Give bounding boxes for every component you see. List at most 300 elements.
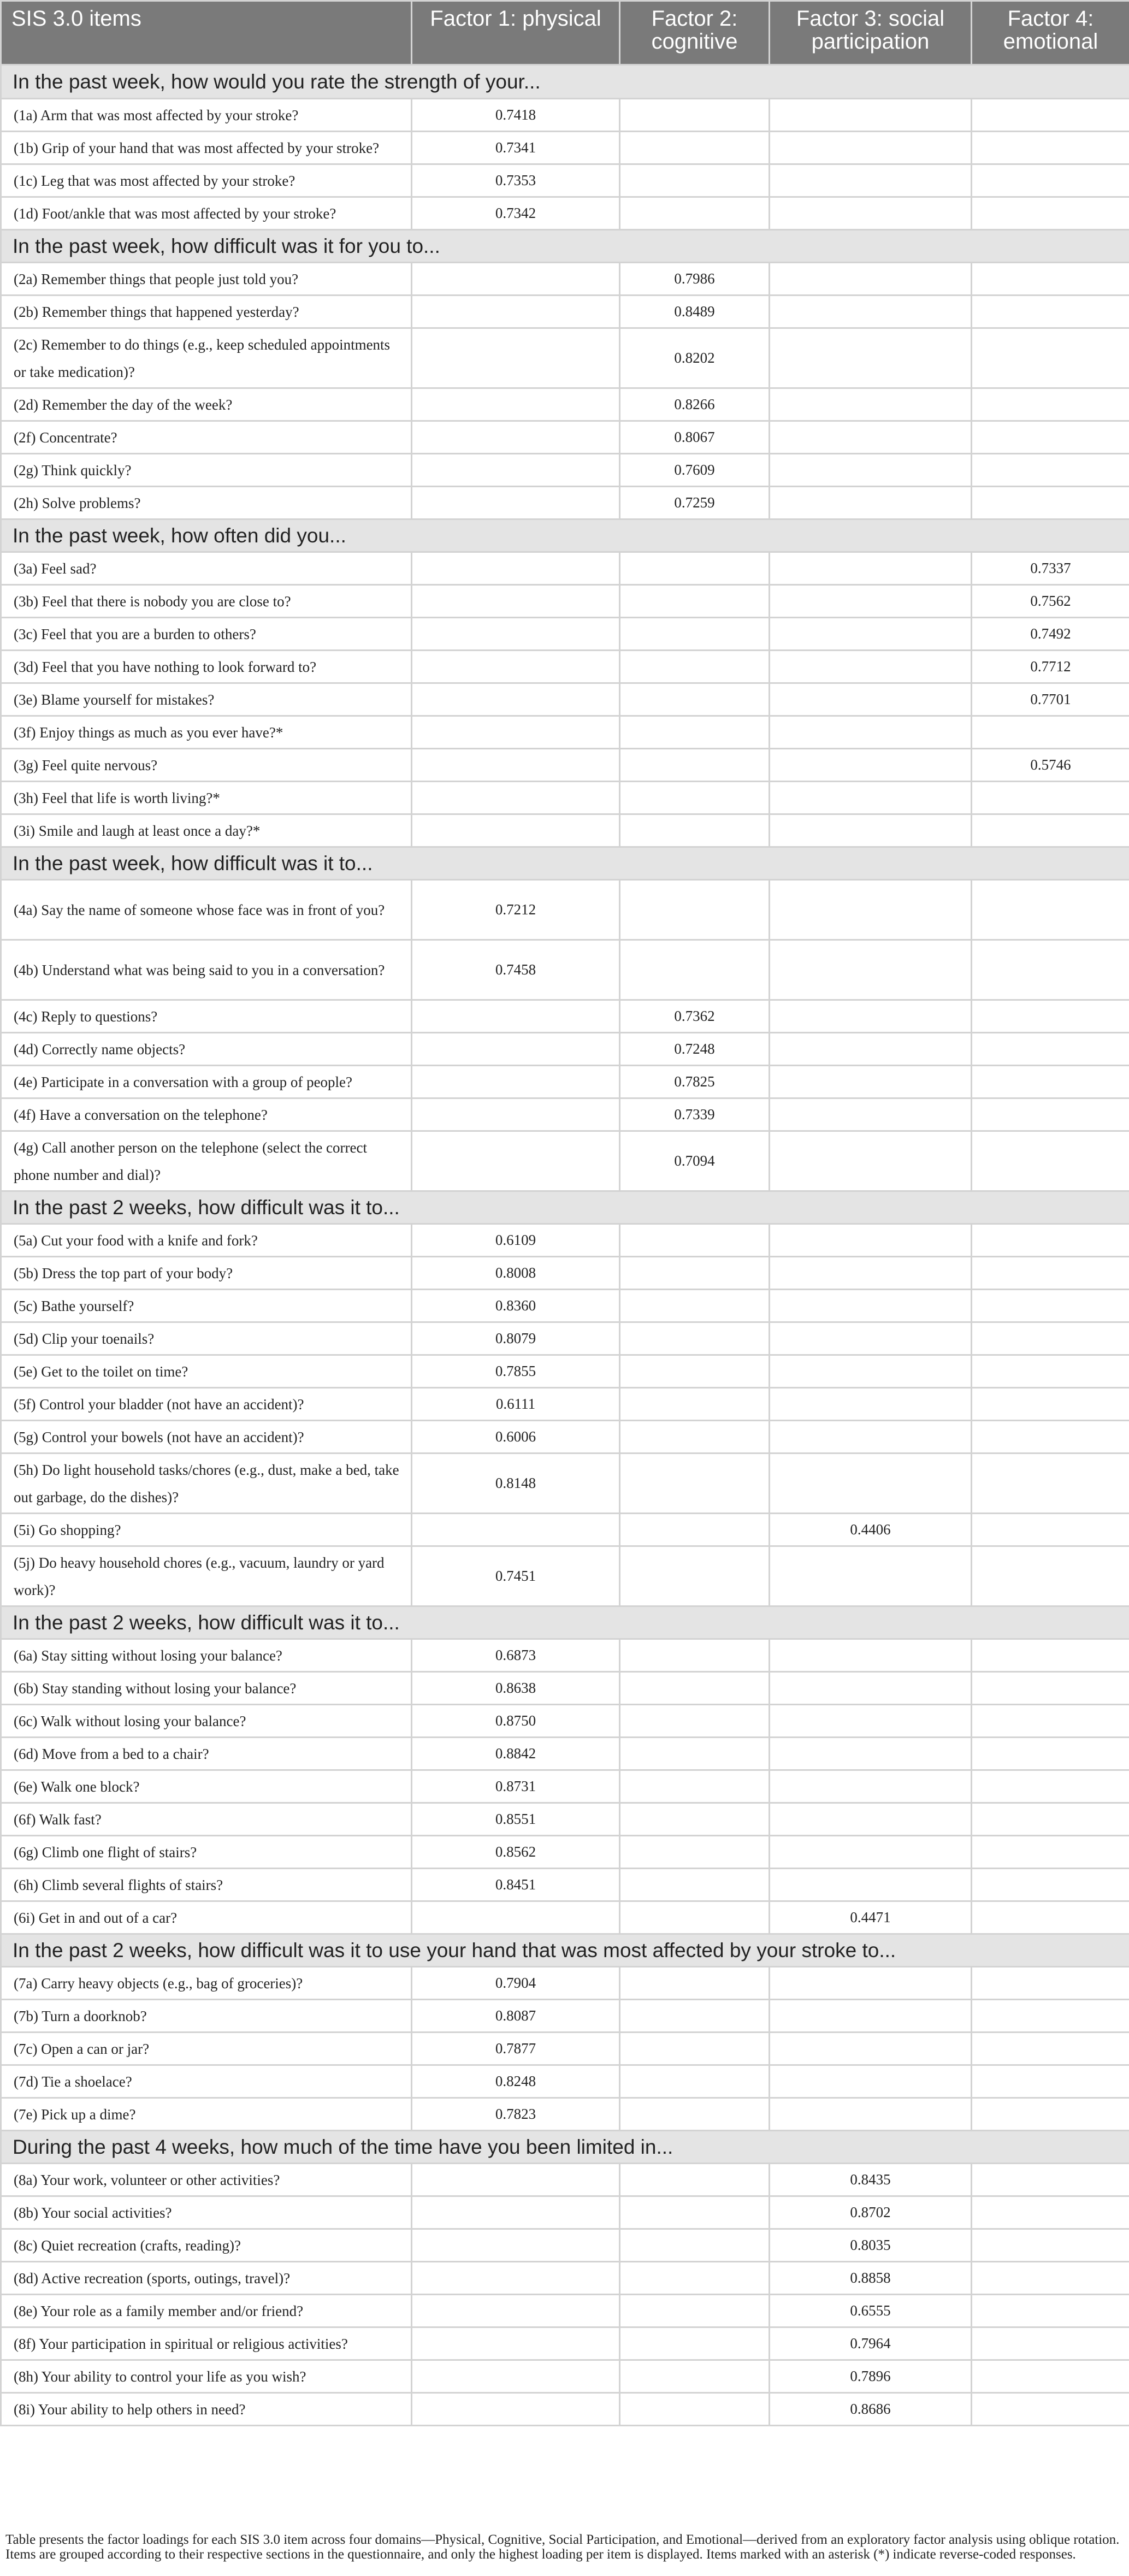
factor-4-loading bbox=[972, 388, 1129, 421]
table-row bbox=[1, 2229, 1129, 2262]
factor-4-loading bbox=[972, 814, 1129, 847]
factor-3-loading bbox=[770, 2098, 972, 2131]
factor-1-loading bbox=[412, 1098, 620, 1131]
factor-3-loading bbox=[770, 1672, 972, 1705]
factor-1-loading: 0.7855 bbox=[412, 1355, 620, 1388]
factor-3-loading bbox=[770, 99, 972, 132]
table-row bbox=[1, 1514, 1129, 1546]
table-row bbox=[1, 1639, 1129, 1672]
factor-4-loading bbox=[972, 328, 1129, 388]
factor-4-loading bbox=[972, 2164, 1129, 2196]
factor-3-loading bbox=[770, 683, 972, 716]
factor-4-loading bbox=[972, 2196, 1129, 2229]
section-heading-row bbox=[1, 1606, 1129, 1639]
table-row bbox=[1, 1803, 1129, 1836]
item-text: (3h) Feel that life is worth living?* bbox=[1, 782, 412, 814]
item-text: (8i) Your ability to help others in need? bbox=[1, 2393, 412, 2426]
factor-3-loading bbox=[770, 487, 972, 519]
factor-2-loading bbox=[620, 2098, 770, 2131]
table-row bbox=[1, 683, 1129, 716]
factor-2-loading bbox=[620, 1355, 770, 1388]
factor-4-loading bbox=[972, 263, 1129, 296]
table-row bbox=[1, 880, 1129, 940]
factor-1-loading bbox=[412, 1000, 620, 1033]
item-text: (7d) Tie a shoelace? bbox=[1, 2065, 412, 2098]
factor-1-loading bbox=[412, 1131, 620, 1191]
factor-1-loading bbox=[412, 454, 620, 487]
factor-2-loading bbox=[620, 2327, 770, 2360]
table-row bbox=[1, 2360, 1129, 2393]
factor-4-loading bbox=[972, 2229, 1129, 2262]
factor-3-loading bbox=[770, 1705, 972, 1738]
factor-2-loading: 0.8067 bbox=[620, 421, 770, 454]
factor-2-loading bbox=[620, 782, 770, 814]
factor-4-loading bbox=[972, 132, 1129, 164]
item-text: (3f) Enjoy things as much as you ever have?* bbox=[1, 716, 412, 749]
factor-3-loading bbox=[770, 2033, 972, 2065]
item-text: (5i) Go shopping? bbox=[1, 1514, 412, 1546]
item-text: (8a) Your work, volunteer or other activities? bbox=[1, 2164, 412, 2196]
section-heading: In the past week, how difficult was it to... bbox=[1, 847, 1129, 880]
item-text: (5a) Cut your food with a knife and fork? bbox=[1, 1224, 412, 1257]
factor-1-loading bbox=[412, 749, 620, 782]
item-text: (3b) Feel that there is nobody you are close to? bbox=[1, 585, 412, 618]
factor-4-loading bbox=[972, 1290, 1129, 1322]
table-row bbox=[1, 585, 1129, 618]
factor-3-loading bbox=[770, 716, 972, 749]
factor-1-loading bbox=[412, 2196, 620, 2229]
table-row bbox=[1, 197, 1129, 230]
item-text: (5f) Control your bladder (not have an accident)? bbox=[1, 1388, 412, 1421]
column-header-factor-4: Factor 4: emotional bbox=[972, 1, 1129, 65]
factor-3-loading bbox=[770, 1098, 972, 1131]
factor-2-loading bbox=[620, 1257, 770, 1290]
item-text: (8e) Your role as a family member and/or friend? bbox=[1, 2295, 412, 2327]
factor-1-loading: 0.7904 bbox=[412, 1967, 620, 2000]
section-heading: In the past 2 weeks, how difficult was it to... bbox=[1, 1191, 1129, 1224]
factor-1-loading bbox=[412, 1066, 620, 1098]
section-heading-row bbox=[1, 1191, 1129, 1224]
factor-3-loading: 0.8686 bbox=[770, 2393, 972, 2426]
factor-4-loading bbox=[972, 1770, 1129, 1803]
factor-1-loading bbox=[412, 2393, 620, 2426]
factor-4-loading bbox=[972, 487, 1129, 519]
factor-3-loading bbox=[770, 1322, 972, 1355]
factor-1-loading: 0.8087 bbox=[412, 2000, 620, 2033]
table-row bbox=[1, 388, 1129, 421]
factor-2-loading bbox=[620, 1738, 770, 1770]
factor-2-loading bbox=[620, 1388, 770, 1421]
factor-1-loading: 0.8551 bbox=[412, 1803, 620, 1836]
factor-1-loading: 0.7353 bbox=[412, 164, 620, 197]
factor-2-loading: 0.7259 bbox=[620, 487, 770, 519]
table-row bbox=[1, 1967, 1129, 2000]
factor-3-loading bbox=[770, 585, 972, 618]
factor-4-loading: 0.7492 bbox=[972, 618, 1129, 651]
factor-2-loading bbox=[620, 1836, 770, 1869]
factor-2-loading bbox=[620, 585, 770, 618]
table-row bbox=[1, 2033, 1129, 2065]
factor-2-loading bbox=[620, 1454, 770, 1514]
factor-4-loading: 0.7701 bbox=[972, 683, 1129, 716]
table-header-row bbox=[1, 1, 1129, 65]
factor-1-loading bbox=[412, 388, 620, 421]
item-text: (2f) Concentrate? bbox=[1, 421, 412, 454]
factor-3-loading bbox=[770, 1546, 972, 1606]
factor-3-loading bbox=[770, 1770, 972, 1803]
table-row bbox=[1, 1290, 1129, 1322]
factor-4-loading bbox=[972, 716, 1129, 749]
factor-2-loading: 0.7609 bbox=[620, 454, 770, 487]
factor-4-loading bbox=[972, 880, 1129, 940]
factor-4-loading bbox=[972, 1421, 1129, 1454]
factor-3-loading: 0.8035 bbox=[770, 2229, 972, 2262]
factor-4-loading bbox=[972, 1066, 1129, 1098]
section-heading: In the past week, how often did you... bbox=[1, 519, 1129, 552]
factor-3-loading bbox=[770, 1290, 972, 1322]
item-text: (2d) Remember the day of the week? bbox=[1, 388, 412, 421]
factor-3-loading bbox=[770, 880, 972, 940]
factor-2-loading bbox=[620, 2393, 770, 2426]
factor-2-loading bbox=[620, 814, 770, 847]
factor-1-loading bbox=[412, 618, 620, 651]
table-row bbox=[1, 1705, 1129, 1738]
section-heading: In the past 2 weeks, how difficult was it to... bbox=[1, 1606, 1129, 1639]
factor-4-loading bbox=[972, 421, 1129, 454]
factor-4-loading bbox=[972, 1098, 1129, 1131]
item-text: (4e) Participate in a conversation with a group of people? bbox=[1, 1066, 412, 1098]
factor-2-loading bbox=[620, 1672, 770, 1705]
factor-3-loading bbox=[770, 1967, 972, 2000]
factor-3-loading bbox=[770, 454, 972, 487]
factor-3-loading bbox=[770, 132, 972, 164]
factor-1-loading bbox=[412, 487, 620, 519]
factor-1-loading bbox=[412, 782, 620, 814]
factor-1-loading: 0.7342 bbox=[412, 197, 620, 230]
factor-2-loading bbox=[620, 1322, 770, 1355]
table-row bbox=[1, 1421, 1129, 1454]
factor-4-loading bbox=[972, 99, 1129, 132]
factor-1-loading bbox=[412, 1514, 620, 1546]
item-text: (3g) Feel quite nervous? bbox=[1, 749, 412, 782]
factor-3-loading: 0.7964 bbox=[770, 2327, 972, 2360]
factor-2-loading: 0.7986 bbox=[620, 263, 770, 296]
factor-3-loading bbox=[770, 1421, 972, 1454]
item-text: (1b) Grip of your hand that was most affected by your stroke? bbox=[1, 132, 412, 164]
factor-1-loading: 0.8842 bbox=[412, 1738, 620, 1770]
factor-1-loading: 0.6111 bbox=[412, 1388, 620, 1421]
factor-4-loading bbox=[972, 782, 1129, 814]
factor-3-loading bbox=[770, 1257, 972, 1290]
column-header-factor-1: Factor 1: physical bbox=[412, 1, 620, 65]
factor-4-loading bbox=[972, 2000, 1129, 2033]
item-text: (2g) Think quickly? bbox=[1, 454, 412, 487]
factor-4-loading bbox=[972, 164, 1129, 197]
table-row bbox=[1, 164, 1129, 197]
item-text: (6e) Walk one block? bbox=[1, 1770, 412, 1803]
factor-3-loading: 0.6555 bbox=[770, 2295, 972, 2327]
table-row bbox=[1, 1901, 1129, 1934]
item-text: (7b) Turn a doorknob? bbox=[1, 2000, 412, 2033]
factor-2-loading: 0.7339 bbox=[620, 1098, 770, 1131]
table-row bbox=[1, 716, 1129, 749]
column-header-factor-3: Factor 3: social participation bbox=[770, 1, 972, 65]
factor-2-loading bbox=[620, 1639, 770, 1672]
factor-4-loading: 0.7712 bbox=[972, 651, 1129, 683]
factor-4-loading bbox=[972, 1869, 1129, 1901]
factor-2-loading: 0.7094 bbox=[620, 1131, 770, 1191]
table-row bbox=[1, 814, 1129, 847]
factor-2-loading bbox=[620, 2360, 770, 2393]
table-row bbox=[1, 782, 1129, 814]
table-row bbox=[1, 1131, 1129, 1191]
table-row bbox=[1, 2065, 1129, 2098]
table-row bbox=[1, 1066, 1129, 1098]
item-text: (1d) Foot/ankle that was most affected by your stroke? bbox=[1, 197, 412, 230]
item-text: (1c) Leg that was most affected by your stroke? bbox=[1, 164, 412, 197]
factor-2-loading bbox=[620, 2065, 770, 2098]
section-heading-row bbox=[1, 519, 1129, 552]
factor-3-loading bbox=[770, 1131, 972, 1191]
factor-3-loading bbox=[770, 1224, 972, 1257]
factor-3-loading bbox=[770, 197, 972, 230]
item-text: (8h) Your ability to control your life as you wish? bbox=[1, 2360, 412, 2393]
factor-4-loading bbox=[972, 296, 1129, 328]
factor-1-loading bbox=[412, 263, 620, 296]
factor-4-loading bbox=[972, 2098, 1129, 2131]
factor-1-loading bbox=[412, 421, 620, 454]
factor-1-loading: 0.7451 bbox=[412, 1546, 620, 1606]
factor-1-loading bbox=[412, 651, 620, 683]
factor-3-loading bbox=[770, 1033, 972, 1066]
item-text: (8d) Active recreation (sports, outings, travel)? bbox=[1, 2262, 412, 2295]
factor-2-loading bbox=[620, 749, 770, 782]
factor-2-loading bbox=[620, 618, 770, 651]
factor-4-loading bbox=[972, 1639, 1129, 1672]
table-row bbox=[1, 487, 1129, 519]
table-row bbox=[1, 1033, 1129, 1066]
factor-3-loading bbox=[770, 2000, 972, 2033]
factor-4-loading bbox=[972, 1355, 1129, 1388]
factor-1-loading bbox=[412, 2164, 620, 2196]
table-row bbox=[1, 1454, 1129, 1514]
factor-2-loading bbox=[620, 651, 770, 683]
table-row bbox=[1, 1224, 1129, 1257]
factor-3-loading bbox=[770, 263, 972, 296]
table-row bbox=[1, 552, 1129, 585]
factor-2-loading bbox=[620, 197, 770, 230]
factor-4-loading: 0.7337 bbox=[972, 552, 1129, 585]
table-row bbox=[1, 2295, 1129, 2327]
factor-2-loading bbox=[620, 940, 770, 1000]
factor-4-loading bbox=[972, 197, 1129, 230]
table-row bbox=[1, 1738, 1129, 1770]
item-text: (6c) Walk without losing your balance? bbox=[1, 1705, 412, 1738]
factor-4-loading bbox=[972, 1033, 1129, 1066]
factor-3-loading bbox=[770, 1355, 972, 1388]
column-header-items: SIS 3.0 items bbox=[1, 1, 412, 65]
factor-4-loading bbox=[972, 1546, 1129, 1606]
factor-4-loading: 0.7562 bbox=[972, 585, 1129, 618]
factor-1-loading: 0.7877 bbox=[412, 2033, 620, 2065]
factor-1-loading: 0.7418 bbox=[412, 99, 620, 132]
table-row bbox=[1, 1770, 1129, 1803]
factor-3-loading bbox=[770, 1388, 972, 1421]
factor-2-loading bbox=[620, 716, 770, 749]
factor-3-loading bbox=[770, 388, 972, 421]
factor-3-loading bbox=[770, 164, 972, 197]
factor-2-loading bbox=[620, 1869, 770, 1901]
factor-2-loading bbox=[620, 2164, 770, 2196]
factor-3-loading bbox=[770, 1639, 972, 1672]
factor-3-loading bbox=[770, 1066, 972, 1098]
table-row bbox=[1, 328, 1129, 388]
factor-3-loading bbox=[770, 782, 972, 814]
section-heading-row bbox=[1, 2131, 1129, 2164]
factor-2-loading bbox=[620, 683, 770, 716]
table-row bbox=[1, 2164, 1129, 2196]
factor-2-loading bbox=[620, 99, 770, 132]
factor-3-loading: 0.7896 bbox=[770, 2360, 972, 2393]
section-heading-row bbox=[1, 1934, 1129, 1967]
section-heading: In the past week, how difficult was it for you to... bbox=[1, 230, 1129, 263]
table-row bbox=[1, 1257, 1129, 1290]
item-text: (3d) Feel that you have nothing to look forward to? bbox=[1, 651, 412, 683]
factor-1-loading: 0.6873 bbox=[412, 1639, 620, 1672]
item-text: (6h) Climb several flights of stairs? bbox=[1, 1869, 412, 1901]
factor-2-loading bbox=[620, 1290, 770, 1322]
item-text: (5c) Bathe yourself? bbox=[1, 1290, 412, 1322]
factor-2-loading bbox=[620, 1546, 770, 1606]
item-text: (5g) Control your bowels (not have an accident)? bbox=[1, 1421, 412, 1454]
factor-4-loading bbox=[972, 2393, 1129, 2426]
factor-3-loading: 0.4406 bbox=[770, 1514, 972, 1546]
item-text: (5h) Do light household tasks/chores (e.g., dust, make a bed, take out garbage, do the dishes)? bbox=[1, 1454, 412, 1514]
factor-3-loading bbox=[770, 1454, 972, 1514]
factor-4-loading bbox=[972, 1000, 1129, 1033]
item-text: (4f) Have a conversation on the telephone? bbox=[1, 1098, 412, 1131]
item-text: (2c) Remember to do things (e.g., keep scheduled appointments or take medication)? bbox=[1, 328, 412, 388]
item-text: (2b) Remember things that happened yesterday? bbox=[1, 296, 412, 328]
factor-4-loading bbox=[972, 1257, 1129, 1290]
table-row bbox=[1, 454, 1129, 487]
factor-1-loading bbox=[412, 552, 620, 585]
factor-2-loading bbox=[620, 132, 770, 164]
table-row bbox=[1, 2196, 1129, 2229]
factor-2-loading bbox=[620, 2000, 770, 2033]
item-text: (8f) Your participation in spiritual or religious activities? bbox=[1, 2327, 412, 2360]
factor-1-loading bbox=[412, 716, 620, 749]
table-row bbox=[1, 2098, 1129, 2131]
factor-4-loading bbox=[972, 2262, 1129, 2295]
factor-1-loading: 0.8731 bbox=[412, 1770, 620, 1803]
item-text: (5j) Do heavy household chores (e.g., vacuum, laundry or yard work)? bbox=[1, 1546, 412, 1606]
factor-2-loading bbox=[620, 2229, 770, 2262]
factor-4-loading bbox=[972, 2327, 1129, 2360]
table-row bbox=[1, 2000, 1129, 2033]
factor-3-loading: 0.4471 bbox=[770, 1901, 972, 1934]
factor-4-loading bbox=[972, 1388, 1129, 1421]
factor-3-loading bbox=[770, 552, 972, 585]
section-heading-row bbox=[1, 65, 1129, 99]
factor-4-loading bbox=[972, 1901, 1129, 1934]
factor-2-loading bbox=[620, 1770, 770, 1803]
item-text: (3a) Feel sad? bbox=[1, 552, 412, 585]
table-row bbox=[1, 1098, 1129, 1131]
factor-1-loading bbox=[412, 1901, 620, 1934]
factor-1-loading: 0.8750 bbox=[412, 1705, 620, 1738]
factor-1-loading bbox=[412, 585, 620, 618]
factor-1-loading: 0.7823 bbox=[412, 2098, 620, 2131]
factor-4-loading bbox=[972, 2033, 1129, 2065]
item-text: (7c) Open a can or jar? bbox=[1, 2033, 412, 2065]
factor-4-loading bbox=[972, 1514, 1129, 1546]
table-row bbox=[1, 1000, 1129, 1033]
item-text: (6i) Get in and out of a car? bbox=[1, 1901, 412, 1934]
factor-3-loading bbox=[770, 749, 972, 782]
factor-2-loading: 0.8489 bbox=[620, 296, 770, 328]
factor-4-loading bbox=[972, 1131, 1129, 1191]
column-header-factor-2: Factor 2: cognitive bbox=[620, 1, 770, 65]
factor-2-loading: 0.7248 bbox=[620, 1033, 770, 1066]
factor-4-loading bbox=[972, 1967, 1129, 2000]
section-heading: In the past week, how would you rate the strength of your... bbox=[1, 65, 1129, 99]
item-text: (2a) Remember things that people just told you? bbox=[1, 263, 412, 296]
factor-4-loading bbox=[972, 1454, 1129, 1514]
factor-3-loading bbox=[770, 1836, 972, 1869]
factor-4-loading: 0.5746 bbox=[972, 749, 1129, 782]
factor-1-loading bbox=[412, 683, 620, 716]
factor-1-loading: 0.8360 bbox=[412, 1290, 620, 1322]
table-row bbox=[1, 2327, 1129, 2360]
item-text: (4c) Reply to questions? bbox=[1, 1000, 412, 1033]
item-text: (2h) Solve problems? bbox=[1, 487, 412, 519]
factor-3-loading: 0.8435 bbox=[770, 2164, 972, 2196]
factor-1-loading bbox=[412, 814, 620, 847]
factor-2-loading bbox=[620, 164, 770, 197]
factor-1-loading: 0.8148 bbox=[412, 1454, 620, 1514]
factor-1-loading: 0.6006 bbox=[412, 1421, 620, 1454]
factor-4-loading bbox=[972, 1322, 1129, 1355]
section-heading: In the past 2 weeks, how difficult was it to use your hand that was most affected by your stroke to... bbox=[1, 1934, 1129, 1967]
factor-2-loading bbox=[620, 2196, 770, 2229]
factor-1-loading: 0.8638 bbox=[412, 1672, 620, 1705]
item-text: (7e) Pick up a dime? bbox=[1, 2098, 412, 2131]
table-row bbox=[1, 2262, 1129, 2295]
factor-3-loading bbox=[770, 296, 972, 328]
factor-1-loading: 0.7458 bbox=[412, 940, 620, 1000]
table-row bbox=[1, 132, 1129, 164]
table-row bbox=[1, 296, 1129, 328]
factor-1-loading bbox=[412, 2229, 620, 2262]
factor-2-loading bbox=[620, 1514, 770, 1546]
factor-3-loading bbox=[770, 940, 972, 1000]
factor-2-loading bbox=[620, 2295, 770, 2327]
factor-1-loading: 0.7341 bbox=[412, 132, 620, 164]
factor-2-loading bbox=[620, 2033, 770, 2065]
factor-2-loading bbox=[620, 880, 770, 940]
factor-1-loading: 0.8451 bbox=[412, 1869, 620, 1901]
item-text: (8b) Your social activities? bbox=[1, 2196, 412, 2229]
factor-3-loading bbox=[770, 1738, 972, 1770]
factor-2-loading: 0.8202 bbox=[620, 328, 770, 388]
factor-1-loading bbox=[412, 2327, 620, 2360]
factor-4-loading bbox=[972, 1836, 1129, 1869]
factor-4-loading bbox=[972, 1224, 1129, 1257]
factor-2-loading bbox=[620, 1705, 770, 1738]
factor-2-loading bbox=[620, 1421, 770, 1454]
item-text: (6b) Stay standing without losing your balance? bbox=[1, 1672, 412, 1705]
